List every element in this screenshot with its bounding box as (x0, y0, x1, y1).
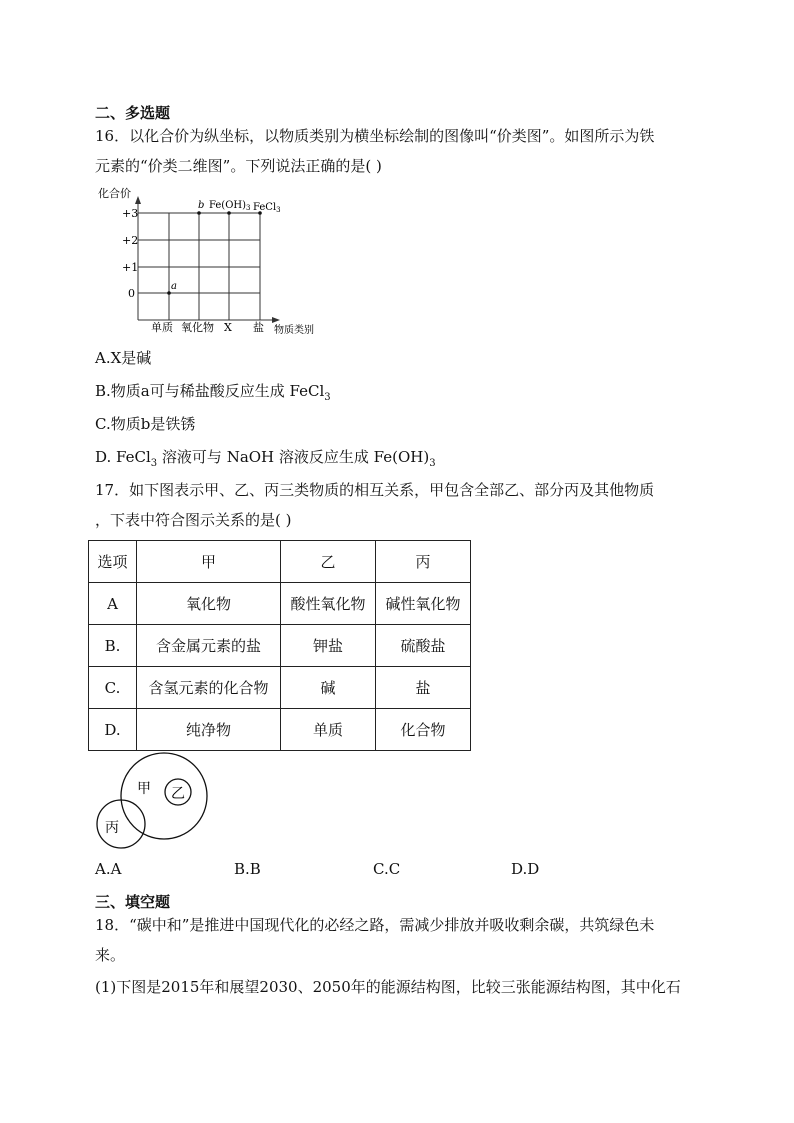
q18-sub1-line: (1)下图是2015年和展望2030、2050年的能源结构图，比较三张能源结构图，其中化石 (95, 978, 681, 996)
chart-grid (138, 213, 260, 320)
table-header-cell: 乙 (281, 541, 376, 583)
q16-option-d: D. FeCl$_3$ 溶液可与 NaOH 溶液反应生成 $Fe(OH)_3$ (95, 448, 436, 469)
q17-stem-line2: ，下表中符合图示关系的是( ) (95, 511, 292, 529)
q17-answer-c: C.C (373, 860, 401, 878)
chart-ytick-plus2: +2 (122, 234, 139, 247)
table-row (89, 709, 471, 751)
table-header-cell: 丙 (376, 541, 471, 583)
table-cell: A (89, 583, 137, 625)
chart-y-arrow (135, 196, 141, 204)
chart-xtick-x: X (224, 321, 232, 334)
table-cell: 化合物 (376, 709, 471, 751)
chart-ytick-0: 0 (128, 287, 135, 300)
q17-answer-b: B.B (234, 860, 261, 878)
table-cell: 含氢元素的化合物 (137, 667, 281, 709)
table-cell: C. (89, 667, 137, 709)
chart-point-b (197, 211, 201, 215)
chart-label-fecl3: FeCl$_3$ (253, 202, 281, 214)
q18-stem-line1: 18．“碳中和”是推进中国现代化的必经之路，需减少排放并吸收剩余碳，共筑绿色未 (95, 916, 655, 934)
table-cell: 酸性氧化物 (281, 583, 376, 625)
q18-stem-line2: 来。 (95, 946, 126, 964)
chart-ytick-plus3: +3 (122, 207, 139, 220)
venn-label-bing: 丙 (105, 820, 119, 836)
table-cell: 含金属元素的盐 (137, 625, 281, 667)
chart-x-axis-label: 物质类别 (274, 325, 314, 336)
table-cell: 碱 (281, 667, 376, 709)
table-cell: 纯净物 (137, 709, 281, 751)
section-title-fill-in: 三、填空题 (95, 893, 171, 911)
table-cell: 碱性氧化物 (376, 583, 471, 625)
q16-option-a: A.X是碱 (95, 349, 152, 367)
chart-x-arrow (272, 317, 280, 323)
table-cell: 盐 (376, 667, 471, 709)
q17-stem-line1: 17．如下图表示甲、乙、丙三类物质的相互关系，甲包含全部乙、部分丙及其他物质 (95, 481, 655, 499)
chart-point-a-label: a (171, 281, 177, 292)
chart-ytick-plus1: +1 (122, 261, 139, 274)
venn-label-jia: 甲 (137, 781, 151, 797)
q16-stem-line1: 16．以化合价为纵坐标，以物质类别为横坐标绘制的图像叫“价类图”。如图所示为铁 (95, 127, 655, 145)
table-cell: 单质 (281, 709, 376, 751)
valence-class-chart (88, 182, 338, 340)
table-cell: 氧化物 (137, 583, 281, 625)
q16-option-c: C.物质b是铁锈 (95, 415, 196, 433)
q17-answer-d: D.D (511, 860, 540, 878)
section-title-multiple-choice: 二、多选题 (95, 104, 171, 122)
table-cell: 硫酸盐 (376, 625, 471, 667)
q16-stem-line2: 元素的“价类二维图”。下列说法正确的是( ) (95, 157, 382, 175)
chart-point-b-label: b (198, 200, 205, 211)
table-row (89, 625, 471, 667)
venn-circle-jia (121, 753, 207, 839)
q17-table (88, 540, 471, 751)
venn-diagram (90, 750, 220, 850)
table-header-cell: 选项 (89, 541, 137, 583)
chart-xtick-oxide: 氧化物 (181, 321, 214, 334)
venn-label-yi: 乙 (171, 786, 185, 802)
table-header-row (89, 541, 471, 583)
q16-option-b: B.物质a可与稀盐酸反应生成 FeCl$_3$ (95, 382, 331, 403)
table-cell: 钾盐 (281, 625, 376, 667)
chart-point-feoh3 (227, 211, 231, 215)
table-header-cell: 甲 (137, 541, 281, 583)
chart-xtick-salt: 盐 (253, 321, 264, 334)
chart-y-axis-label: 化合价 (98, 187, 131, 200)
table-cell: D. (89, 709, 137, 751)
chart-label-feoh3: $Fe(OH)_3$ (209, 200, 251, 212)
table-row (89, 583, 471, 625)
chart-xtick-elemental: 单质 (151, 321, 173, 334)
table-cell: B. (89, 625, 137, 667)
table-row (89, 667, 471, 709)
q17-answer-a: A.A (95, 860, 122, 878)
